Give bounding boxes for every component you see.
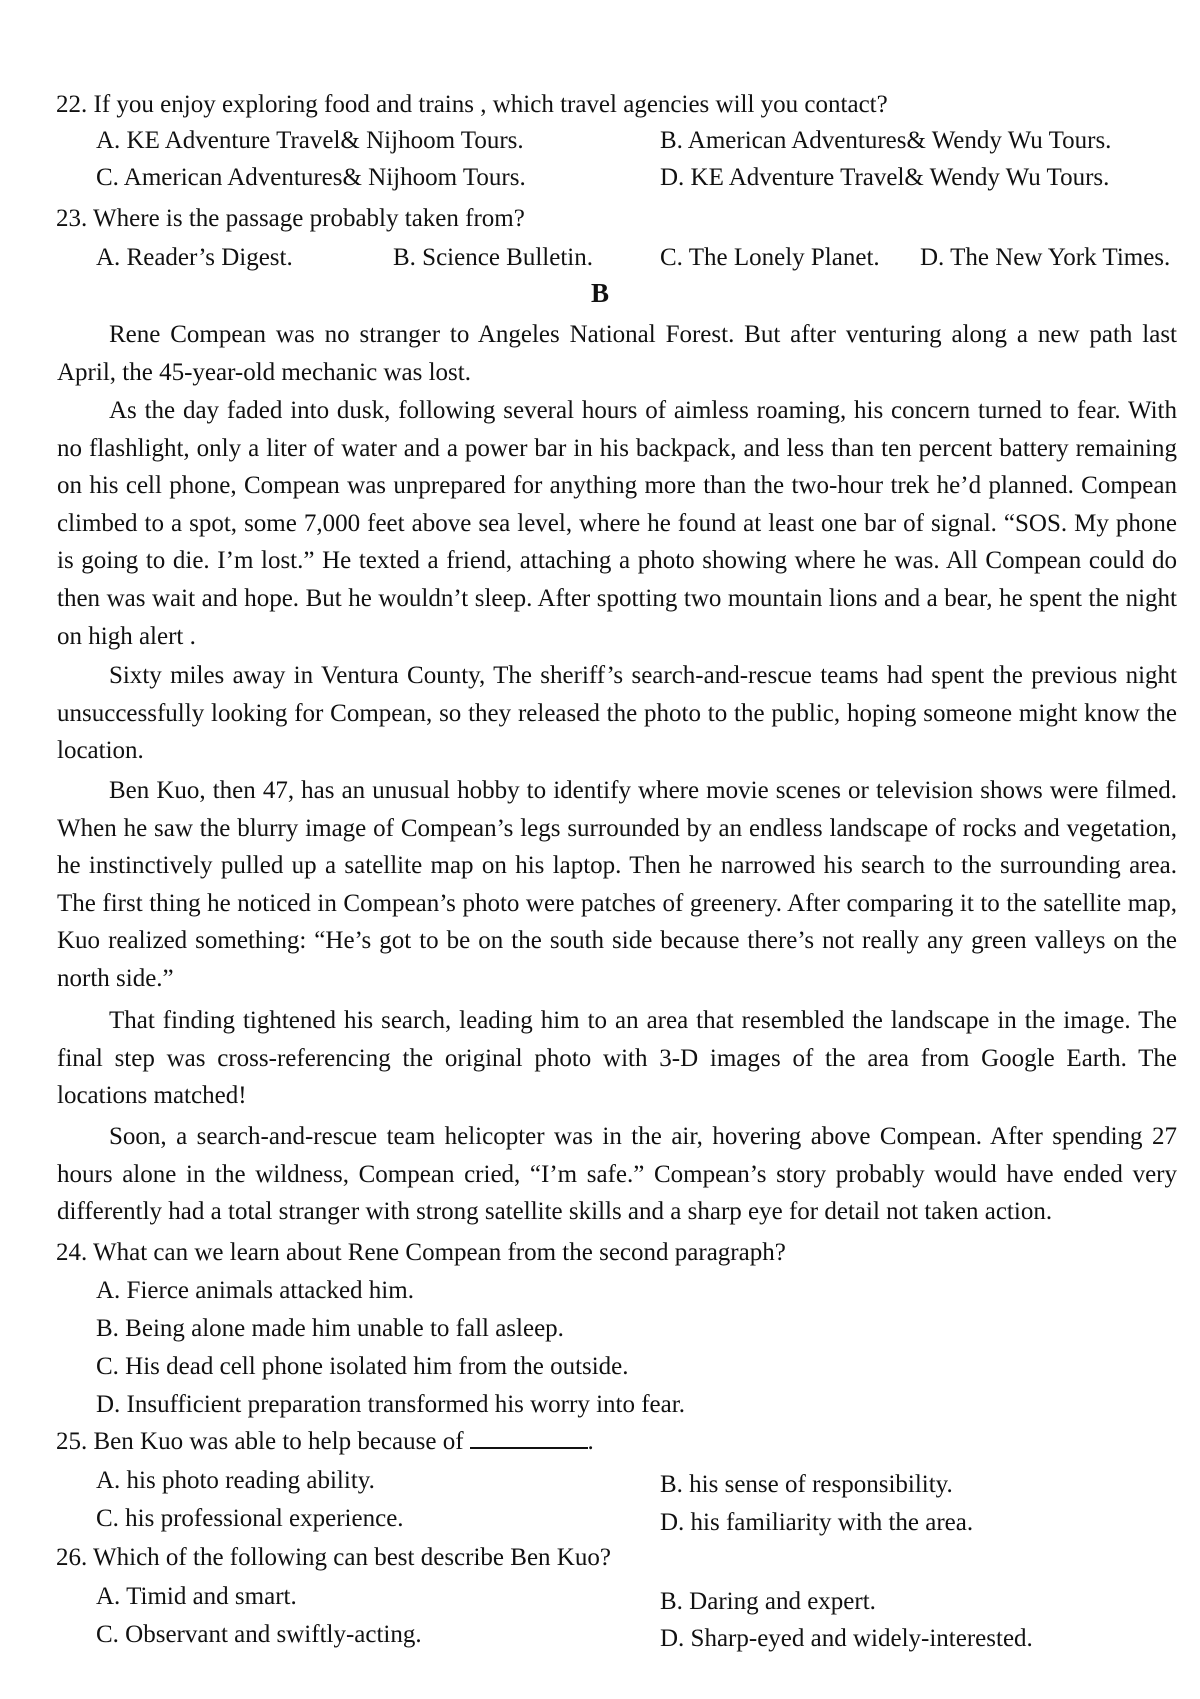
question-22-option-c: C. American Adventures& Nijhoom Tours. [96,164,526,191]
question-26-option-d: D. Sharp-eyed and widely-interested. [660,1625,1033,1652]
question-25-option-d: D. his familiarity with the area. [660,1509,974,1536]
question-23-option-d: D. The New York Times. [920,244,1171,271]
answer-blank [470,1427,588,1449]
passage-paragraph-1: Rene Compean was no stranger to Angeles National Forest. But after venturing along a new path last April, the 45-year-old mechanic was lost. [57,321,1177,386]
question-23-option-b: B. Science Bulletin. [393,244,593,271]
question-25-stem-text: 25. Ben Kuo was able to help because of [56,1428,464,1455]
question-26-option-a: A. Timid and smart. [96,1583,297,1610]
question-22-option-a: A. KE Adventure Travel& Nijhoom Tours. [96,127,524,154]
question-24-option-d: D. Insufficient preparation transformed his worry into fear. [96,1391,685,1418]
passage-paragraph-3: Sixty miles away in Ventura County, The sheriff’s search-and-rescue teams had spent the previous night unsuccessfully looking for Compean, so they released the photo to the public, hoping someone might know the location. [57,662,1177,765]
question-26-option-b: B. Daring and expert. [660,1588,876,1615]
passage-paragraph-2: As the day faded into dusk, following several hours of aimless roaming, his concern turned to fear. With no flashlight, only a liter of water and a power bar in his backpack, and less than ten percent battery remaining on his cell phone, Compean was unprepared for anything more than the two-hour trek he’d planned. Compean climbed to a spot, some 7,000 feet above sea level, where he found at least one bar of signal. “SOS. My phone is going to die. I’m lost.” He texted a friend, attaching a photo showing where he was. All Compean could do then was wait and hope. But he wouldn’t sleep. After spotting two mountain lions and a bear, he spent the night on high alert . [57,397,1177,650]
passage-paragraph-4: Ben Kuo, then 47, has an unusual hobby to identify where movie scenes or television shows were filmed. When he saw the blurry image of Compean’s legs surrounded by an endless landscape of rocks and vegetation, he instinctively pulled up a satellite map on his laptop. Then he narrowed his search to the surrounding area. The first thing he noticed in Compean’s photo were patches of greenery. After comparing it to the satellite map, Kuo realized something: “He’s got to be on the south side because there’s not really any green valleys on the north side.” [57,777,1177,992]
question-25-option-b: B. his sense of responsibility. [660,1471,953,1498]
question-25-option-a: A. his photo reading ability. [96,1467,375,1494]
passage-paragraph-5: That finding tightened his search, leading him to an area that resembled the landscape in the image. The final step was cross-referencing the original photo with 3-D images of the area from Google Earth. The locations matched! [57,1007,1177,1110]
question-26-stem: 26. Which of the following can best describe Ben Kuo? [56,1544,611,1571]
question-23-option-c: C. The Lonely Planet. [660,244,880,271]
question-24-option-c: C. His dead cell phone isolated him from the outside. [96,1353,629,1380]
question-22-option-b: B. American Adventures& Wendy Wu Tours. [660,127,1112,154]
question-23-option-a: A. Reader’s Digest. [96,244,293,271]
question-26-option-c: C. Observant and swiftly-acting. [96,1621,422,1648]
question-25-option-c: C. his professional experience. [96,1505,404,1532]
section-heading: B [590,278,609,308]
question-22-option-d: D. KE Adventure Travel& Wendy Wu Tours. [660,164,1110,191]
question-24-option-b: B. Being alone made him unable to fall asleep. [96,1315,564,1342]
question-25-stem [56,1425,1176,1459]
question-25-stem-end: . [587,1428,594,1455]
question-24-stem: 24. What can we learn about Rene Compean from the second paragraph? [56,1239,786,1266]
question-23-stem: 23. Where is the passage probably taken from? [56,205,525,232]
passage-paragraph-6: Soon, a search-and-rescue team helicopter was in the air, hovering above Compean. After spending 27 hours alone in the wildness, Compean cried, “I’m safe.” Compean’s story probably would have ended very differently had a total stranger with strong satellite skills and a sharp eye for detail not taken action. [57,1123,1177,1226]
question-24-option-a: A. Fierce animals attacked him. [96,1277,414,1304]
question-22-stem: 22. If you enjoy exploring food and trains , which travel agencies will you contact? [56,91,888,118]
